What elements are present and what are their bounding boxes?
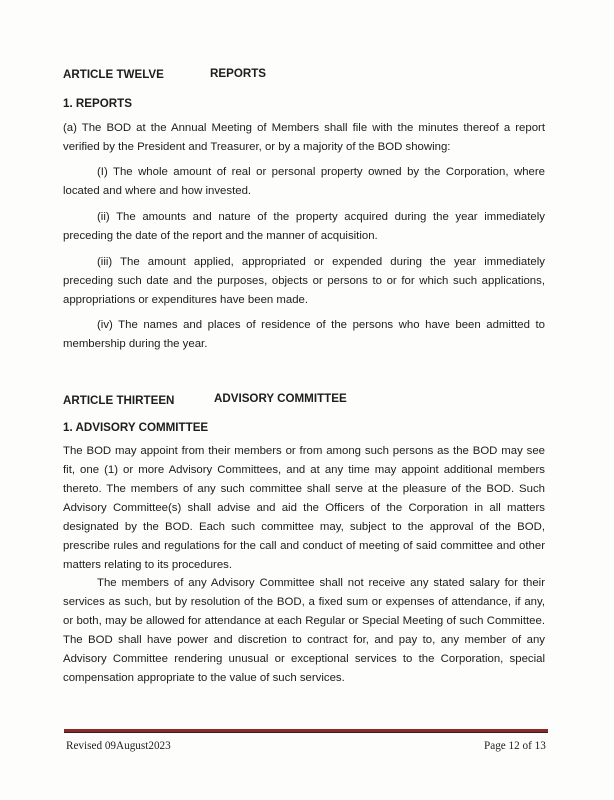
footer-page-number: Page 12 of 13 bbox=[484, 740, 546, 752]
advisory-committee-paragraph-2: The members of any Advisory Committee shall not receive any stated salary for their services as such, but by resolution of the BOD, a fixed sum or expenses of attendance, if any, or both, may be allowed for attendance at each Regular or Special Meeting of such Committee. The BOD shall have power and discretion to contract for, and pay to, any member of any Advisory Committee rendering unusual or exceptional services to the Corporation, special compensation appropriate to the value of such services. bbox=[63, 577, 545, 684]
reports-item-ii: (ii) The amounts and nature of the property acquired during the year immediately preceding the date of the report and the manner of acquisition. bbox=[63, 211, 545, 242]
article-thirteen-title: ADVISORY COMMITTEE bbox=[214, 392, 347, 405]
reports-item-iii: (iii) The amount applied, appropriated or expended during the year immediately preceding such date and the purposes, objects or persons to or for which such applications, appropriations or expenditures have been made. bbox=[63, 256, 545, 306]
article-thirteen-label: ARTICLE THIRTEEN bbox=[63, 394, 175, 407]
footer-rule bbox=[64, 729, 548, 733]
reports-section-heading: 1. REPORTS bbox=[63, 97, 132, 110]
article-twelve-title: REPORTS bbox=[210, 67, 267, 80]
advisory-committee-paragraph-1: The BOD may appoint from their members or from among such persons as the BOD may see fit, one (1) or more Advisory Committees, and at any time may appoint additional members thereto. The members of any such committee shall serve at the pleasure of the BOD. Such Advisory Committee(s) shall advise and aid the Officers of the Corporation in all matters designated by the BOD. Each such committee may, subject to the approval of the BOD, prescribe rules and regulations for the call and conduct of meeting of said committee and other matters relating to its procedures. bbox=[63, 445, 545, 571]
reports-paragraph-a: (a) The BOD at the Annual Meeting of Members shall file with the minutes thereof a report verified by the President and Treasurer, or by a majority of the BOD showing: bbox=[63, 122, 545, 153]
footer-revised-date: Revised 09August2023 bbox=[66, 740, 171, 752]
article-twelve-label: ARTICLE TWELVE bbox=[63, 68, 164, 81]
reports-item-iv: (iv) The names and places of residence of the persons who have been admitted to membership during the year. bbox=[63, 319, 545, 350]
advisory-committee-section-heading: 1. ADVISORY COMMITTEE bbox=[63, 421, 209, 434]
reports-item-i: (I) The whole amount of real or personal property owned by the Corporation, where located and where and how invested. bbox=[63, 166, 545, 197]
